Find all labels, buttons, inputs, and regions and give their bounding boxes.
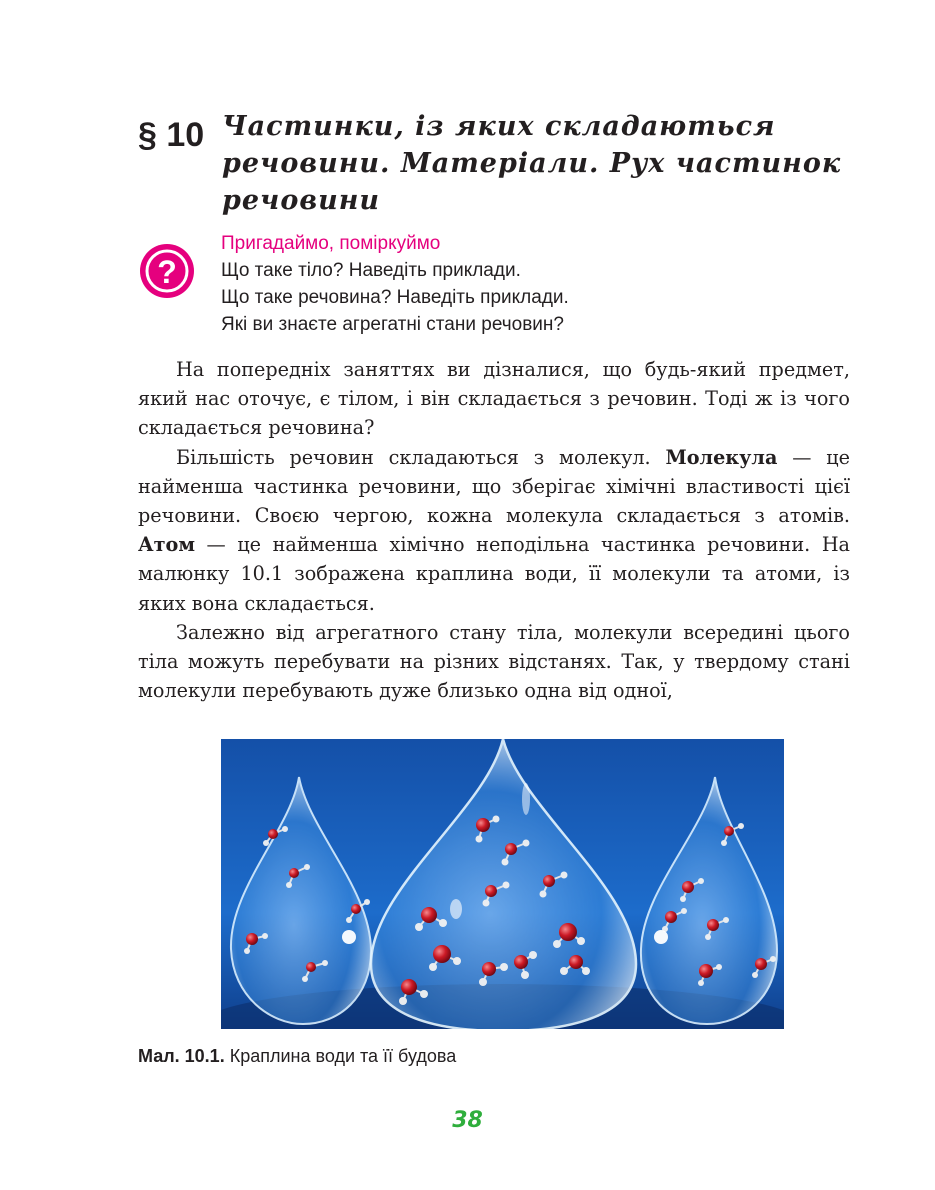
- question-text: [221, 230, 569, 338]
- svg-text:?: ?: [157, 254, 177, 290]
- question-line: Які ви знаєте агрегатні стани речовин?: [221, 314, 564, 335]
- figure-caption-label: Мал. 10.1.: [138, 1046, 225, 1066]
- section-title-line: Частинки, із яких складаються: [222, 111, 776, 142]
- paragraph-3: Залежно від агрегатного стану тіла, молекули всередині цього тіла можуть перебувати на різних відстанях. Так, у твердому стані молекули перебувають дуже близько одна від одної,: [138, 620, 850, 703]
- paragraph-1: На попередніх заняттях ви дізналися, що будь-який предмет, який нас оточує, є тілом, і він складається з речовин. Тоді ж із чого складається речовина?: [138, 358, 850, 440]
- question-box-title: Пригадаймо, поміркуймо: [221, 233, 441, 254]
- water-drop-illustration: [221, 739, 784, 1029]
- section-number: § 10: [138, 116, 205, 154]
- paragraph-2-middle: — це найменша частинка речовини, що зберігає хімічні властивості цієї речовини. Своєю чергою, кожна молекула складається з атомів.: [138, 445, 850, 528]
- body-text: [138, 355, 850, 705]
- paragraph-2-intro: Більшість речовин складаються з молекул.: [176, 445, 666, 469]
- page-number: 38: [452, 1108, 483, 1133]
- question-line: Що таке тіло? Наведіть приклади.: [221, 260, 521, 281]
- section-title-line: речовини. Матеріали. Рух частинок: [222, 148, 842, 179]
- recall-question-box: [138, 230, 858, 342]
- section-title-line: речовини: [222, 185, 381, 216]
- figure-caption-text: Краплина води та її будова: [224, 1046, 457, 1066]
- paragraph-2: [138, 443, 850, 618]
- question-mark-icon: [138, 242, 196, 300]
- section-title: [222, 108, 842, 219]
- question-line: Що таке речовина? Наведіть приклади.: [221, 287, 569, 308]
- term-atom: Атом: [138, 533, 195, 557]
- term-molecule: Молекула: [665, 445, 778, 469]
- paragraph-2-end: — це найменша хімічно неподільна частинка речовини. На малюнку 10.1 зображена краплина води, її молекули та атоми, із яких вона складається.: [138, 533, 850, 615]
- figure-caption: [138, 1046, 456, 1067]
